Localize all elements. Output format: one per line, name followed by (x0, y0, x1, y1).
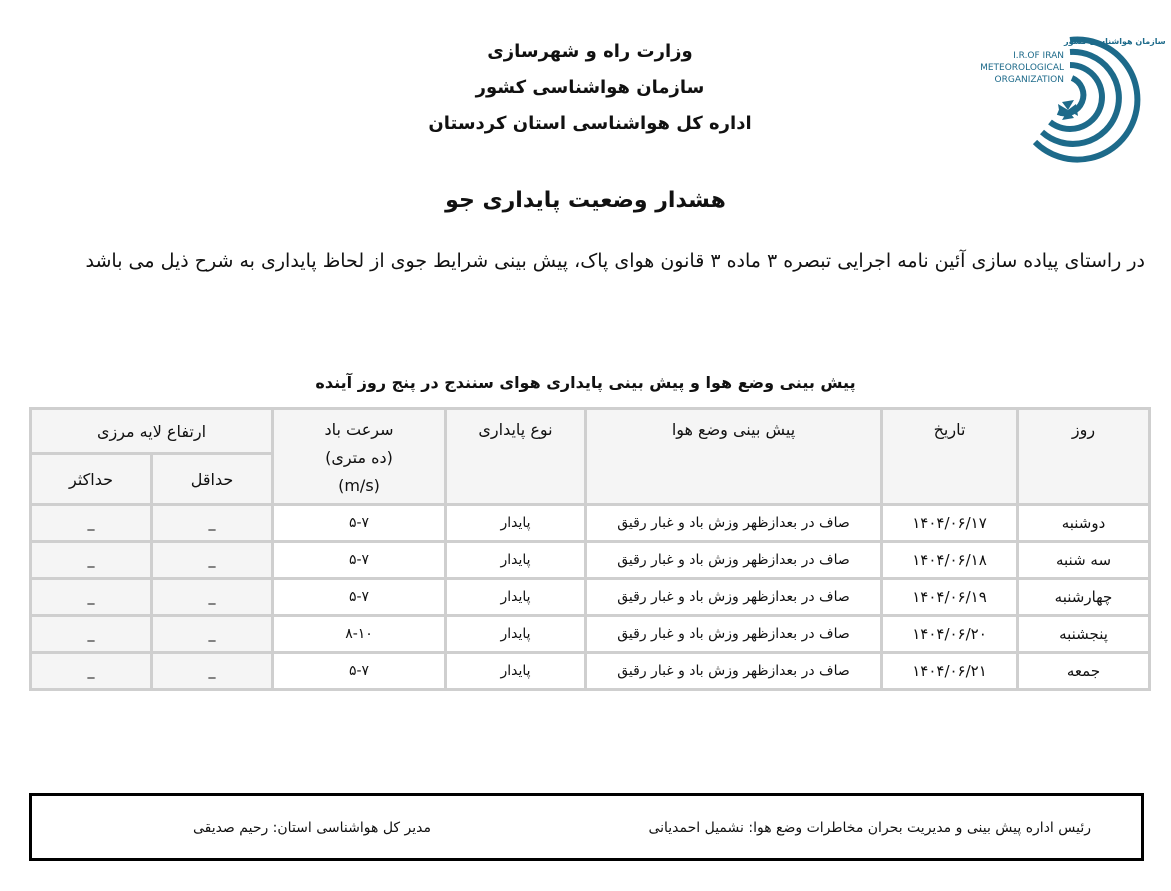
forecast-head-signature: رئیس اداره پیش بینی و مدیریت بحران مخاطرات وضع هوا: نشمیل احمدیانی (648, 820, 1091, 836)
cell-max: _ (31, 505, 152, 542)
director-general-signature: مدیر کل هواشناسی استان: رحیم صدیقی (192, 820, 431, 836)
cell-min: _ (152, 542, 273, 579)
cell-max: _ (31, 616, 152, 653)
logo-line3: ORGANIZATION (994, 75, 1064, 85)
cell-date: ۱۴۰۴/۰۶/۱۸ (882, 542, 1018, 579)
cell-day: جمعه (1018, 653, 1150, 690)
cell-min: _ (152, 505, 273, 542)
table-row (31, 653, 1150, 690)
header-max: حداکثر (31, 454, 152, 505)
header-wind-line2: (ده متری) (325, 448, 393, 467)
cell-stability: پایدار (446, 616, 586, 653)
table-row (31, 579, 1150, 616)
cell-date: ۱۴۰۴/۰۶/۱۹ (882, 579, 1018, 616)
cell-min: _ (152, 653, 273, 690)
header-stability: نوع پایداری (446, 409, 586, 505)
cell-day: چهارشنبه (1018, 579, 1150, 616)
document-title: هشدار وضعیت پایداری جو (445, 188, 726, 213)
organization-header (380, 34, 800, 142)
header-wind-line1: سرعت باد (324, 420, 394, 439)
cell-date: ۱۴۰۴/۰۶/۱۷ (882, 505, 1018, 542)
cell-stability: پایدار (446, 579, 586, 616)
cell-stability: پایدار (446, 542, 586, 579)
header-wind-line3: (m/s) (338, 476, 380, 495)
cell-day: سه شنبه (1018, 542, 1150, 579)
cell-day: دوشنبه (1018, 505, 1150, 542)
cell-forecast: صاف در بعدازظهر وزش باد و غبار رقیق (586, 505, 882, 542)
cell-stability: پایدار (446, 505, 586, 542)
header-day: روز (1018, 409, 1150, 505)
intro-paragraph: در راستای پیاده سازی آئین نامه اجرایی تبصره ۳ ماده ۳ قانون هوای پاک، پیش بینی شرایط جوی از لحاظ پایداری به شرح ذیل می باشد (85, 250, 1145, 272)
header-date: تاریخ (882, 409, 1018, 505)
cell-date: ۱۴۰۴/۰۶/۲۱ (882, 653, 1018, 690)
office-name: اداره کل هواشناسی استان کردستان (428, 113, 752, 134)
cell-forecast: صاف در بعدازظهر وزش باد و غبار رقیق (586, 542, 882, 579)
cell-wind: ۸-۱۰ (273, 616, 446, 653)
table-row (31, 616, 1150, 653)
table-caption: پیش بینی وضع هوا و پیش بینی پایداری هوای سنندج در پنج روز آینده (315, 373, 856, 392)
cell-day: پنجشنبه (1018, 616, 1150, 653)
header-boundary-layer: ارتفاع لایه مرزی (31, 409, 273, 454)
meteorological-organization-logo (950, 32, 1166, 157)
header-wind-speed (273, 409, 446, 505)
signature-box (29, 793, 1144, 861)
cell-stability: پایدار (446, 653, 586, 690)
cell-max: _ (31, 653, 152, 690)
logo-line1: I.R.OF IRAN (1013, 51, 1064, 61)
table-row (31, 505, 1150, 542)
cell-wind: ۵-۷ (273, 542, 446, 579)
logo-line2: METEOROLOGICAL (980, 63, 1064, 73)
forecast-table (29, 407, 1151, 691)
organization-name: سازمان هواشناسی کشور (475, 77, 705, 98)
cell-max: _ (31, 542, 152, 579)
cell-forecast: صاف در بعدازظهر وزش باد و غبار رقیق (586, 616, 882, 653)
ministry-name: وزارت راه و شهرسازی (487, 41, 693, 62)
cell-wind: ۵-۷ (273, 653, 446, 690)
cell-forecast: صاف در بعدازظهر وزش باد و غبار رقیق (586, 579, 882, 616)
header-min: حداقل (152, 454, 273, 505)
cell-min: _ (152, 616, 273, 653)
spiral-logo-icon (950, 32, 1166, 157)
cell-wind: ۵-۷ (273, 579, 446, 616)
cell-date: ۱۴۰۴/۰۶/۲۰ (882, 616, 1018, 653)
cell-min: _ (152, 579, 273, 616)
cell-wind: ۵-۷ (273, 505, 446, 542)
cell-forecast: صاف در بعدازظهر وزش باد و غبار رقیق (586, 653, 882, 690)
table-row (31, 542, 1150, 579)
logo-name-fa: سازمان هواشناسی کشور (1064, 37, 1166, 46)
header-forecast: پیش بینی وضع هوا (586, 409, 882, 505)
cell-max: _ (31, 579, 152, 616)
